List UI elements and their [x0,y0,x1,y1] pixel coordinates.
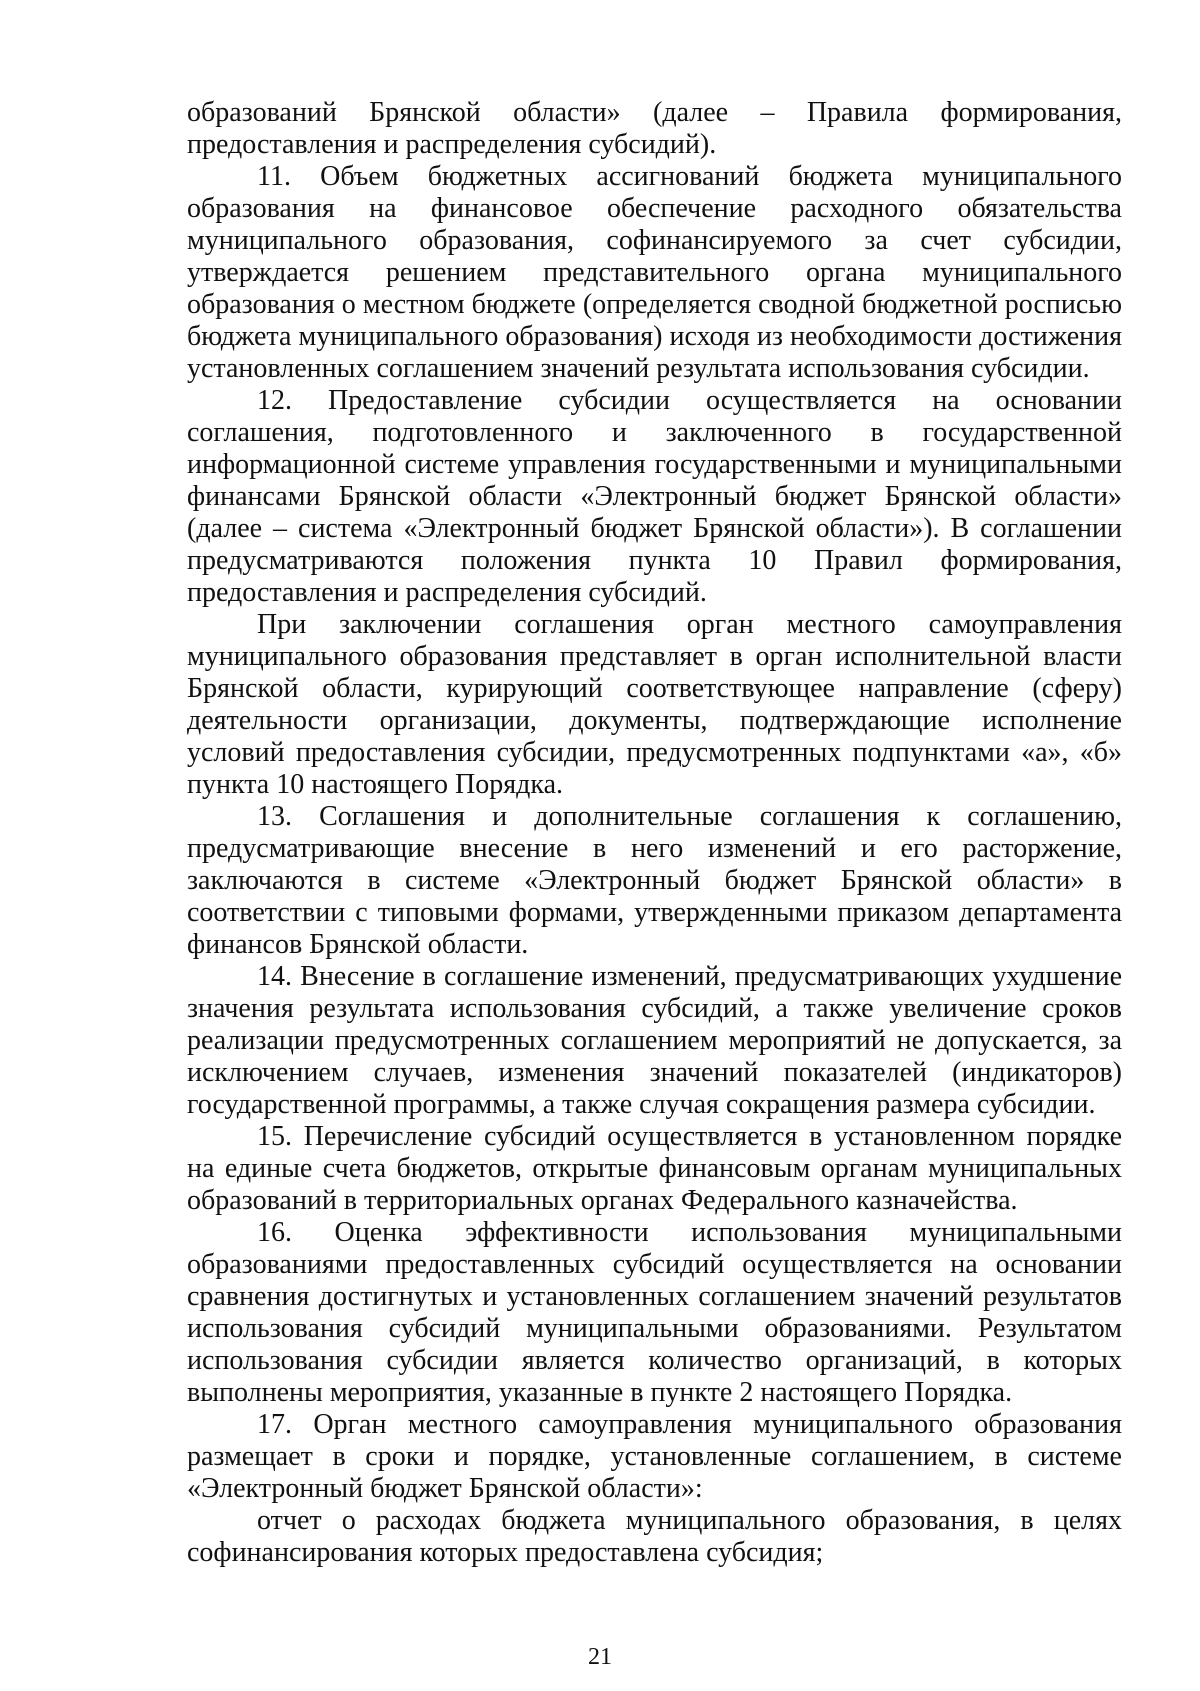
paragraph-continuation: образований Брянской области» (далее – Правила формирования, предоставления и распределения субсидий). [187,97,1122,160]
paragraph-12-agreement-documents: При заключении соглашения орган местного самоуправления муниципального образования представляет в орган исполнительной власти Брянской области, курирующий соответствующее направление (сферу) деятельности организации, документы, подтверждающие исполнение условий предоставления субсидии, предусмотренных подпунктами «а», «б» пункта 10 настоящего Порядка. [187,609,1122,800]
paragraph-15: 15. Перечисление субсидий осуществляется в установленном порядке на единые счета бюджетов, открытые финансовым органам муниципальных образований в территориальных органах Федерального казначейства. [187,1121,1122,1216]
paragraph-17-report-item: отчет о расходах бюджета муниципального образования, в целях софинансирования которых предоставлена субсидия; [187,1505,1122,1568]
page-number: 21 [588,1644,612,1670]
paragraph-13: 13. Соглашения и дополнительные соглашения к соглашению, предусматривающие внесение в него изменений и его расторжение, заключаются в системе «Электронный бюджет Брянской области» в соответствии с типовыми формами, утвержденными приказом департамента финансов Брянской области. [187,801,1122,960]
paragraph-17: 17. Орган местного самоуправления муниципального образования размещает в сроки и порядке, установленные соглашением, в системе «Электронный бюджет Брянской области»: [187,1409,1122,1504]
paragraph-16: 16. Оценка эффективности использования муниципальными образованиями предоставленных субсидий осуществляется на основании сравнения достигнутых и установленных соглашением значений результатов использования субсидий муниципальными образованиями. Результатом использования субсидии является количество организаций, в которых выполнены мероприятия, указанные в пункте 2 настоящего Порядка. [187,1217,1122,1408]
paragraph-14: 14. Внесение в соглашение изменений, предусматривающих ухудшение значения результата использования субсидий, а также увеличение сроков реализации предусмотренных соглашением мероприятий не допускается, за исключением случаев, изменения значений показателей (индикаторов) государственной программы, а также случая сокращения размера субсидии. [187,961,1122,1120]
paragraph-12: 12. Предоставление субсидии осуществляется на основании соглашения, подготовленного и заключенного в государственной информационной системе управления государственными и муниципальными финансами Брянской области «Электронный бюджет Брянской области» (далее – система «Электронный бюджет Брянской области»). В соглашении предусматриваются положения пункта 10 Правил формирования, предоставления и распределения субсидий. [187,385,1122,608]
document-body [187,97,1122,1569]
paragraph-11: 11. Объем бюджетных ассигнований бюджета муниципального образования на финансовое обеспечение расходного обязательства муниципального образования, софинансируемого за счет субсидии, утверждается решением представительного органа муниципального образования о местном бюджете (определяется сводной бюджетной росписью бюджета муниципального образования) исходя из необходимости достижения установленных соглашением значений результата использования субсидии. [187,161,1122,384]
